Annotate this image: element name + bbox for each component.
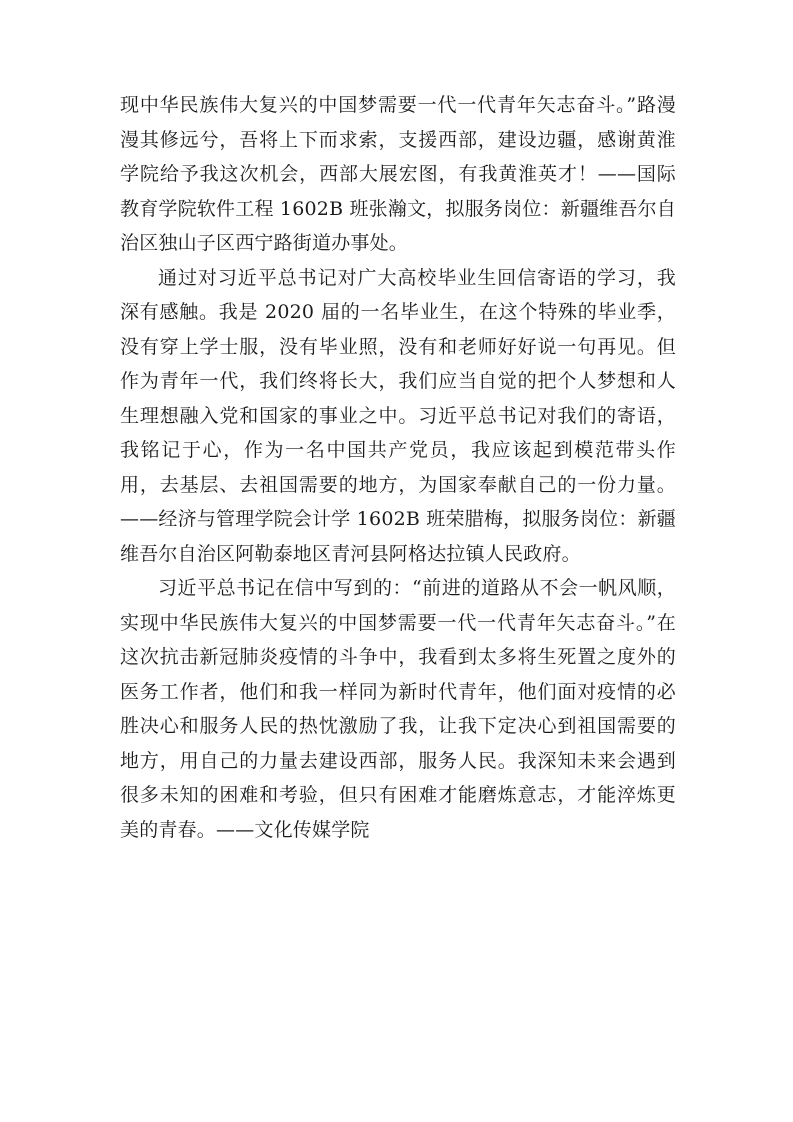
paragraph-3: 习近平总书记在信中写到的：“前进的道路从不会一帆风顺，实现中华民族伟大复兴的中国梦需要一代一代青年矢志奋斗。”在这次抗击新冠肺炎疫情的斗争中，我看到太多将生死置之度外的医务工作者，他们和我一样同为新时代青年，他们面对疫情的必胜决心和服务人民的热忱激励了我，让我下定决心到祖国需要的地方，用自己的力量去建设西部，服务人民。我深知未来会遇到很多未知的困难和考验，但只有困难才能磨炼意志，才能淬炼更美的青春。——文化传媒学院 [120, 577, 676, 841]
paragraph-2: 通过对习近平总书记对广大高校毕业生回信寄语的学习，我深有感触。我是 2020 届的一名毕业生，在这个特殊的毕业季，没有穿上学士服，没有毕业照，没有和老师好好说一句再见。但作为青年一代，我们终将长大，我们应当自觉的把个人梦想和人生理想融入党和国家的事业之中。习近平总书记对我们的寄语，我铭记于心，作为一名中国共产党员，我应该起到模范带头作用，去基层、去祖国需要的地方，为国家奉献自己的一份力量。——经济与管理学院会计学 1602B 班荣腊梅，拟服务岗位：新疆维吾尔自治区阿勒泰地区青河县阿格达拉镇人民政府。 [120, 266, 676, 565]
paragraph-1: 现中华民族伟大复兴的中国梦需要一代一代青年矢志奋斗。”路漫漫其修远兮，吾将上下而求索，支援西部，建设边疆，感谢黄淮学院给予我这次机会，西部大展宏图，有我黄淮英才！——国际教育学院软件工程 1602B 班张瀚文，拟服务岗位：新疆维吾尔自治区独山子区西宁路街道办事处。 [120, 94, 676, 254]
body-text [120, 88, 676, 847]
